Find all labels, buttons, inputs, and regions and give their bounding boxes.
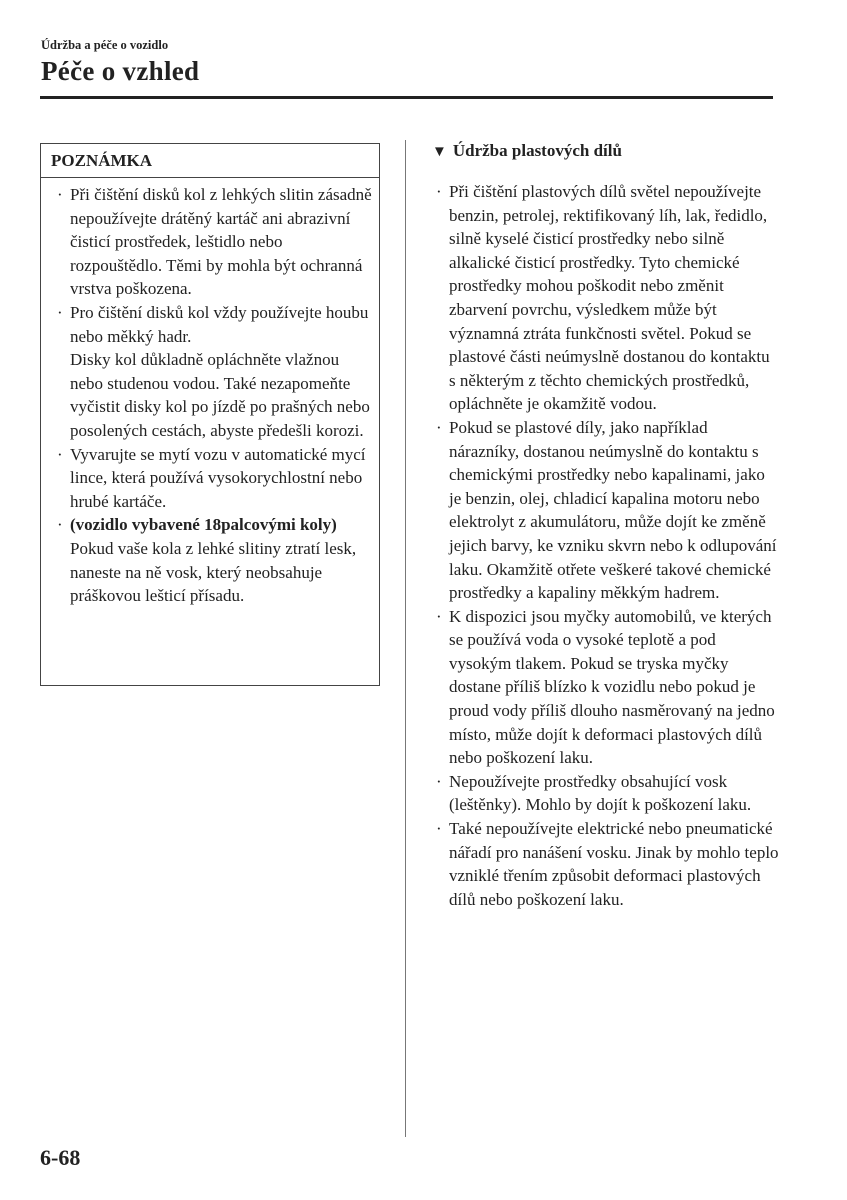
bullet-icon: ·	[436, 606, 442, 626]
list-item	[434, 605, 779, 770]
list-item	[434, 416, 779, 605]
note-heading: POZNÁMKA	[41, 144, 379, 178]
bullet-icon: ·	[436, 819, 442, 839]
list-item	[434, 770, 779, 817]
note-item-text-continued: Disky kol důkladně opláchněte vlažnou nebo studenou vodou. Také nezapomeňte vyčistit disky kol po jízdě po prašných nebo posolených cestách, abyste předešli korozi.	[70, 350, 370, 440]
list-item	[434, 817, 779, 911]
subsection-heading-text: Údržba plastových dílů	[452, 141, 622, 160]
note-item-text: Pokud vaše kola z lehké slitiny ztratí lesk, naneste na ně vosk, který neobsahuje práškovou lešticí přísadu.	[70, 538, 357, 606]
note-box	[40, 143, 380, 686]
bullet-icon: ·	[436, 771, 442, 791]
bullet-icon: ·	[57, 302, 63, 322]
page-title: Péče o vzhled	[41, 56, 200, 86]
subsection-heading	[432, 141, 622, 161]
section-label: Údržba a péče o vozidlo	[41, 38, 169, 52]
plastic-list	[434, 180, 779, 911]
list-item-text: K dispozici jsou myčky automobilů, ve kterých se používá voda o vysoké teplotě a pod vysokým tlakem. Pokud se tryska myčky dostane příliš blízko k vozidlu nebo pokud je proud vody příliš dlouho nasměrovaný na jedno místo, může dojít k deformaci plastových dílů nebo poškození laku.	[449, 606, 775, 768]
list-item-text: Také nepoužívejte elektrické nebo pneumatické nářadí pro nanášení vosku. Jinak by mohlo teplo vzniklé třením způsobit deformaci plastových dílů nebo poškození laku.	[449, 819, 779, 909]
list-item-text: Nepoužívejte prostředky obsahující vosk (leštěnky). Mohlo by dojít k poškození laku.	[449, 771, 752, 815]
column-divider	[405, 140, 406, 1137]
bullet-icon: ·	[436, 417, 442, 437]
page-number: 6-68	[40, 1145, 81, 1170]
note-item-text: Při čištění disků kol z lehkých slitin zásadně nepoužívejte drátěný kartáč ani abrazivní čisticí prostředek, leštidlo nebo rozpouštědlo. Těmi by mohla být ochranná vrstva poškozena.	[70, 185, 372, 299]
note-item	[55, 513, 375, 607]
list-item	[434, 180, 779, 416]
note-item	[55, 443, 375, 514]
bullet-icon: ·	[57, 185, 63, 204]
note-item-condition: (vozidlo vybavené 18palcovými koly)	[70, 515, 337, 535]
bullet-icon: ·	[57, 515, 63, 535]
note-item	[55, 301, 375, 443]
note-item-text: Vyvarujte se mytí vozu v automatické mycí lince, která používá vysokorychlostní nebo hrubé kartáče.	[70, 444, 366, 511]
bullet-icon: ·	[436, 182, 442, 201]
title-rule	[40, 96, 773, 99]
list-item-text: Při čištění plastových dílů světel nepoužívejte benzin, petrolej, rektifikovaný líh, lak, ředidlo, silně kyselé čisticí prostředky nebo silně alkalické čisticí prostředky. Tyto chemické prostředky mohou poškodit nebo změnit zbarvení povrchu, výsledkem může být významná ztráta funkčnosti světel. Pokud se plastové části neúmyslně dostanou do kontaktu s některým z těchto chemických prostředků, opláchněte je okamžitě vodou.	[449, 182, 770, 414]
bullet-icon: ·	[57, 444, 63, 464]
triangle-down-icon: ▼	[432, 144, 447, 160]
list-item-text: Pokud se plastové díly, jako například nárazníky, dostanou neúmyslně do kontaktu s chemickými prostředky nebo kapalinami, jako je benzin, olej, chladicí kapalina motoru nebo elektrolyt z akumulátoru, může dojít ke změně jejich barvy, ke vzniku skvrn nebo k odlupování laku. Okamžitě otřete veškeré takové chemické prostředky a kapaliny měkkým hadrem.	[449, 417, 777, 603]
note-item	[55, 183, 375, 301]
note-list	[55, 183, 375, 608]
note-item-text: Pro čištění disků kol vždy používejte houbu nebo měkký hadr.	[70, 302, 369, 346]
